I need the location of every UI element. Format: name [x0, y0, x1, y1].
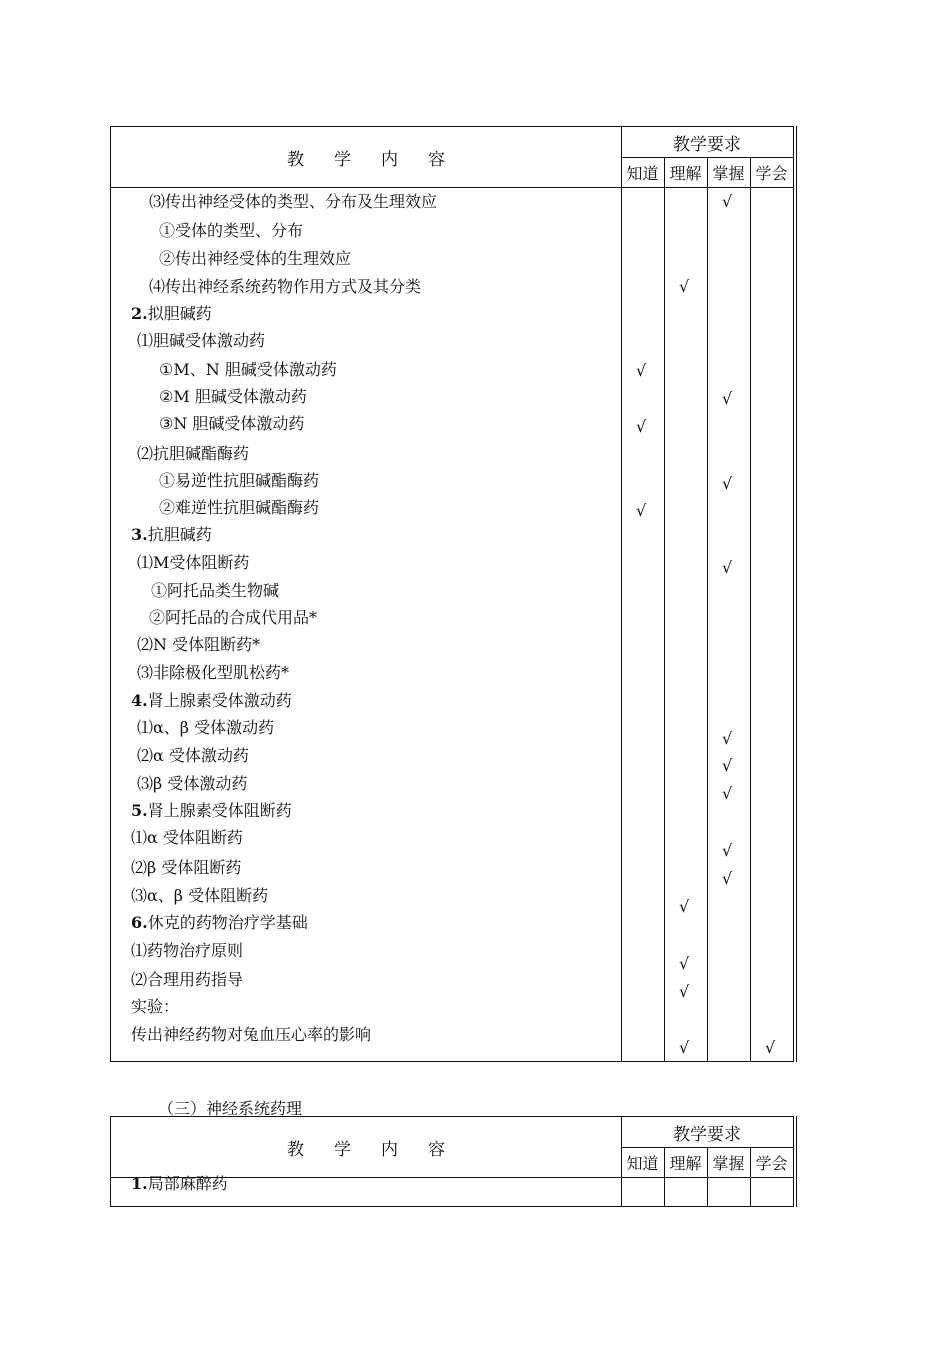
- col-understand: 理解: [669, 164, 702, 183]
- content-row: [159, 498, 319, 518]
- row-label: ⑴M受体阻断药: [137, 553, 250, 572]
- table-header: [111, 127, 793, 188]
- section-title: （三）神经系统药理: [158, 1099, 303, 1118]
- row-label: ①易逆性抗胆碱酯酶药: [159, 471, 320, 490]
- check-mark: √: [722, 389, 733, 408]
- content-row: [137, 635, 260, 655]
- content-row: [131, 970, 243, 990]
- content-row: [137, 663, 289, 683]
- header-char: 容: [428, 1139, 445, 1160]
- check-mark: √: [636, 501, 647, 520]
- row-label: ⑴胆碱受体激动药: [137, 331, 266, 350]
- row-label: ①受体的类型、分布: [159, 221, 304, 240]
- row-label: 实验：: [131, 997, 180, 1016]
- check-mark: √: [679, 1038, 690, 1057]
- check-mark: √: [722, 558, 733, 577]
- content-row: [159, 249, 351, 269]
- content-row: [149, 608, 317, 628]
- header-char: 容: [428, 149, 445, 170]
- content-row: [131, 525, 212, 545]
- column-divider: [707, 157, 708, 1061]
- col-learn: 学会: [755, 164, 788, 183]
- teaching-table-2: [110, 1116, 794, 1207]
- content-row: [131, 941, 243, 961]
- header-char: 学: [334, 1139, 351, 1160]
- column-divider: [664, 1147, 665, 1206]
- row-number: 6.: [131, 913, 148, 932]
- check-mark: √: [722, 784, 733, 803]
- check-mark: √: [722, 474, 733, 493]
- content-row: [131, 828, 243, 848]
- content-row: [131, 886, 268, 906]
- row-label: ⑶α、β 受体阻断药: [131, 886, 269, 905]
- content-row: [137, 746, 249, 766]
- content-row: [137, 553, 249, 573]
- content-row: [131, 1025, 371, 1045]
- content-row: [131, 858, 241, 878]
- header-content-label: [111, 127, 621, 187]
- column-divider: [621, 127, 622, 1061]
- row-number: 1.: [131, 1174, 148, 1193]
- row-label: 传出神经药物对兔血压心率的影响: [131, 1025, 372, 1044]
- row-label: ⑴α、β 受体激动药: [137, 718, 275, 737]
- requirements-title: 教学要求: [621, 127, 793, 158]
- row-number: 4.: [131, 691, 148, 710]
- right-border-double: [796, 126, 797, 1062]
- row-label: 肾上腺素受体阻断药: [147, 801, 292, 820]
- content-row: [131, 304, 212, 324]
- header-content-label: [111, 1117, 621, 1177]
- row-label: ⑵N 受体阻断药*: [137, 635, 261, 654]
- check-mark: √: [679, 277, 690, 296]
- row-label: ⑵β 受体阻断药: [131, 858, 242, 877]
- table-header: [111, 1117, 793, 1178]
- check-mark: √: [722, 729, 733, 748]
- check-mark: √: [679, 897, 690, 916]
- row-label: 局部麻醉药: [147, 1174, 228, 1193]
- check-mark: √: [722, 192, 733, 211]
- row-label: ②难逆性抗胆碱酯酶药: [159, 498, 320, 517]
- row-label: ①M、N 胆碱受体激动药: [159, 360, 337, 379]
- row-number: 2.: [131, 304, 148, 323]
- column-divider: [750, 157, 751, 1061]
- content-row: [131, 1174, 228, 1194]
- content-row: [149, 277, 421, 297]
- content-row: [137, 774, 247, 794]
- content-row: [159, 414, 304, 434]
- row-label: ⑴α 受体阻断药: [131, 828, 243, 847]
- row-number: 5.: [131, 801, 148, 820]
- row-label: ②传出神经受体的生理效应: [159, 249, 352, 268]
- row-label: ⑶传出神经受体的类型、分布及生理效应: [149, 192, 438, 211]
- column-divider: [750, 1147, 751, 1206]
- content-row: [131, 913, 308, 933]
- content-row: [137, 444, 249, 464]
- content-row: [159, 360, 337, 380]
- check-mark: √: [722, 841, 733, 860]
- check-mark: √: [722, 756, 733, 775]
- col-learn: 学会: [755, 1154, 788, 1173]
- row-label: ②M 胆碱受体激动药: [159, 387, 307, 406]
- content-row: [131, 801, 292, 821]
- col-know: 知道: [626, 1154, 659, 1173]
- row-label: ⑶非除极化型肌松药*: [137, 663, 290, 682]
- check-mark: √: [636, 361, 647, 380]
- header-char: 教: [287, 149, 304, 170]
- column-divider: [707, 1147, 708, 1206]
- check-mark: √: [679, 954, 690, 973]
- check-mark: √: [722, 869, 733, 888]
- content-row: [131, 997, 179, 1017]
- requirements-title: 教学要求: [621, 1117, 793, 1148]
- content-row: [159, 221, 303, 241]
- header-char: 学: [334, 149, 351, 170]
- content-row: [131, 691, 292, 711]
- header-char: 内: [381, 149, 398, 170]
- column-divider: [621, 1117, 622, 1206]
- header-char: 内: [381, 1139, 398, 1160]
- row-label: ⑵抗胆碱酯酶药: [137, 444, 250, 463]
- col-understand: 理解: [669, 1154, 702, 1173]
- content-row: [159, 471, 319, 491]
- content-row: [149, 192, 437, 212]
- col-master: 掌握: [712, 164, 745, 183]
- right-border-double: [796, 1116, 797, 1207]
- row-label: ①阿托品类生物碱: [151, 581, 280, 600]
- header-char: 教: [287, 1139, 304, 1160]
- content-row: [151, 581, 279, 601]
- content-row: [137, 331, 265, 351]
- row-number: 3.: [131, 525, 148, 544]
- content-row: [159, 387, 307, 407]
- row-label: ⑵α 受体激动药: [137, 746, 249, 765]
- col-master: 掌握: [712, 1154, 745, 1173]
- check-mark: √: [679, 982, 690, 1001]
- check-mark: √: [636, 417, 647, 436]
- column-divider: [664, 157, 665, 1061]
- row-label: 休克的药物治疗学基础: [147, 913, 308, 932]
- row-label: ⑴药物治疗原则: [131, 941, 244, 960]
- content-row: [137, 718, 274, 738]
- col-know: 知道: [626, 164, 659, 183]
- row-label: 拟胆碱药: [147, 304, 212, 323]
- row-label: 肾上腺素受体激动药: [147, 691, 292, 710]
- row-label: 抗胆碱药: [147, 525, 212, 544]
- row-label: ②阿托品的合成代用品*: [149, 608, 318, 627]
- check-mark: √: [765, 1038, 776, 1057]
- row-label: ⑵合理用药指导: [131, 970, 244, 989]
- row-label: ⑷传出神经系统药物作用方式及其分类: [149, 277, 422, 296]
- teaching-table-1: [110, 126, 794, 1062]
- row-label: ③N 胆碱受体激动药: [159, 414, 305, 433]
- row-label: ⑶β 受体激动药: [137, 774, 248, 793]
